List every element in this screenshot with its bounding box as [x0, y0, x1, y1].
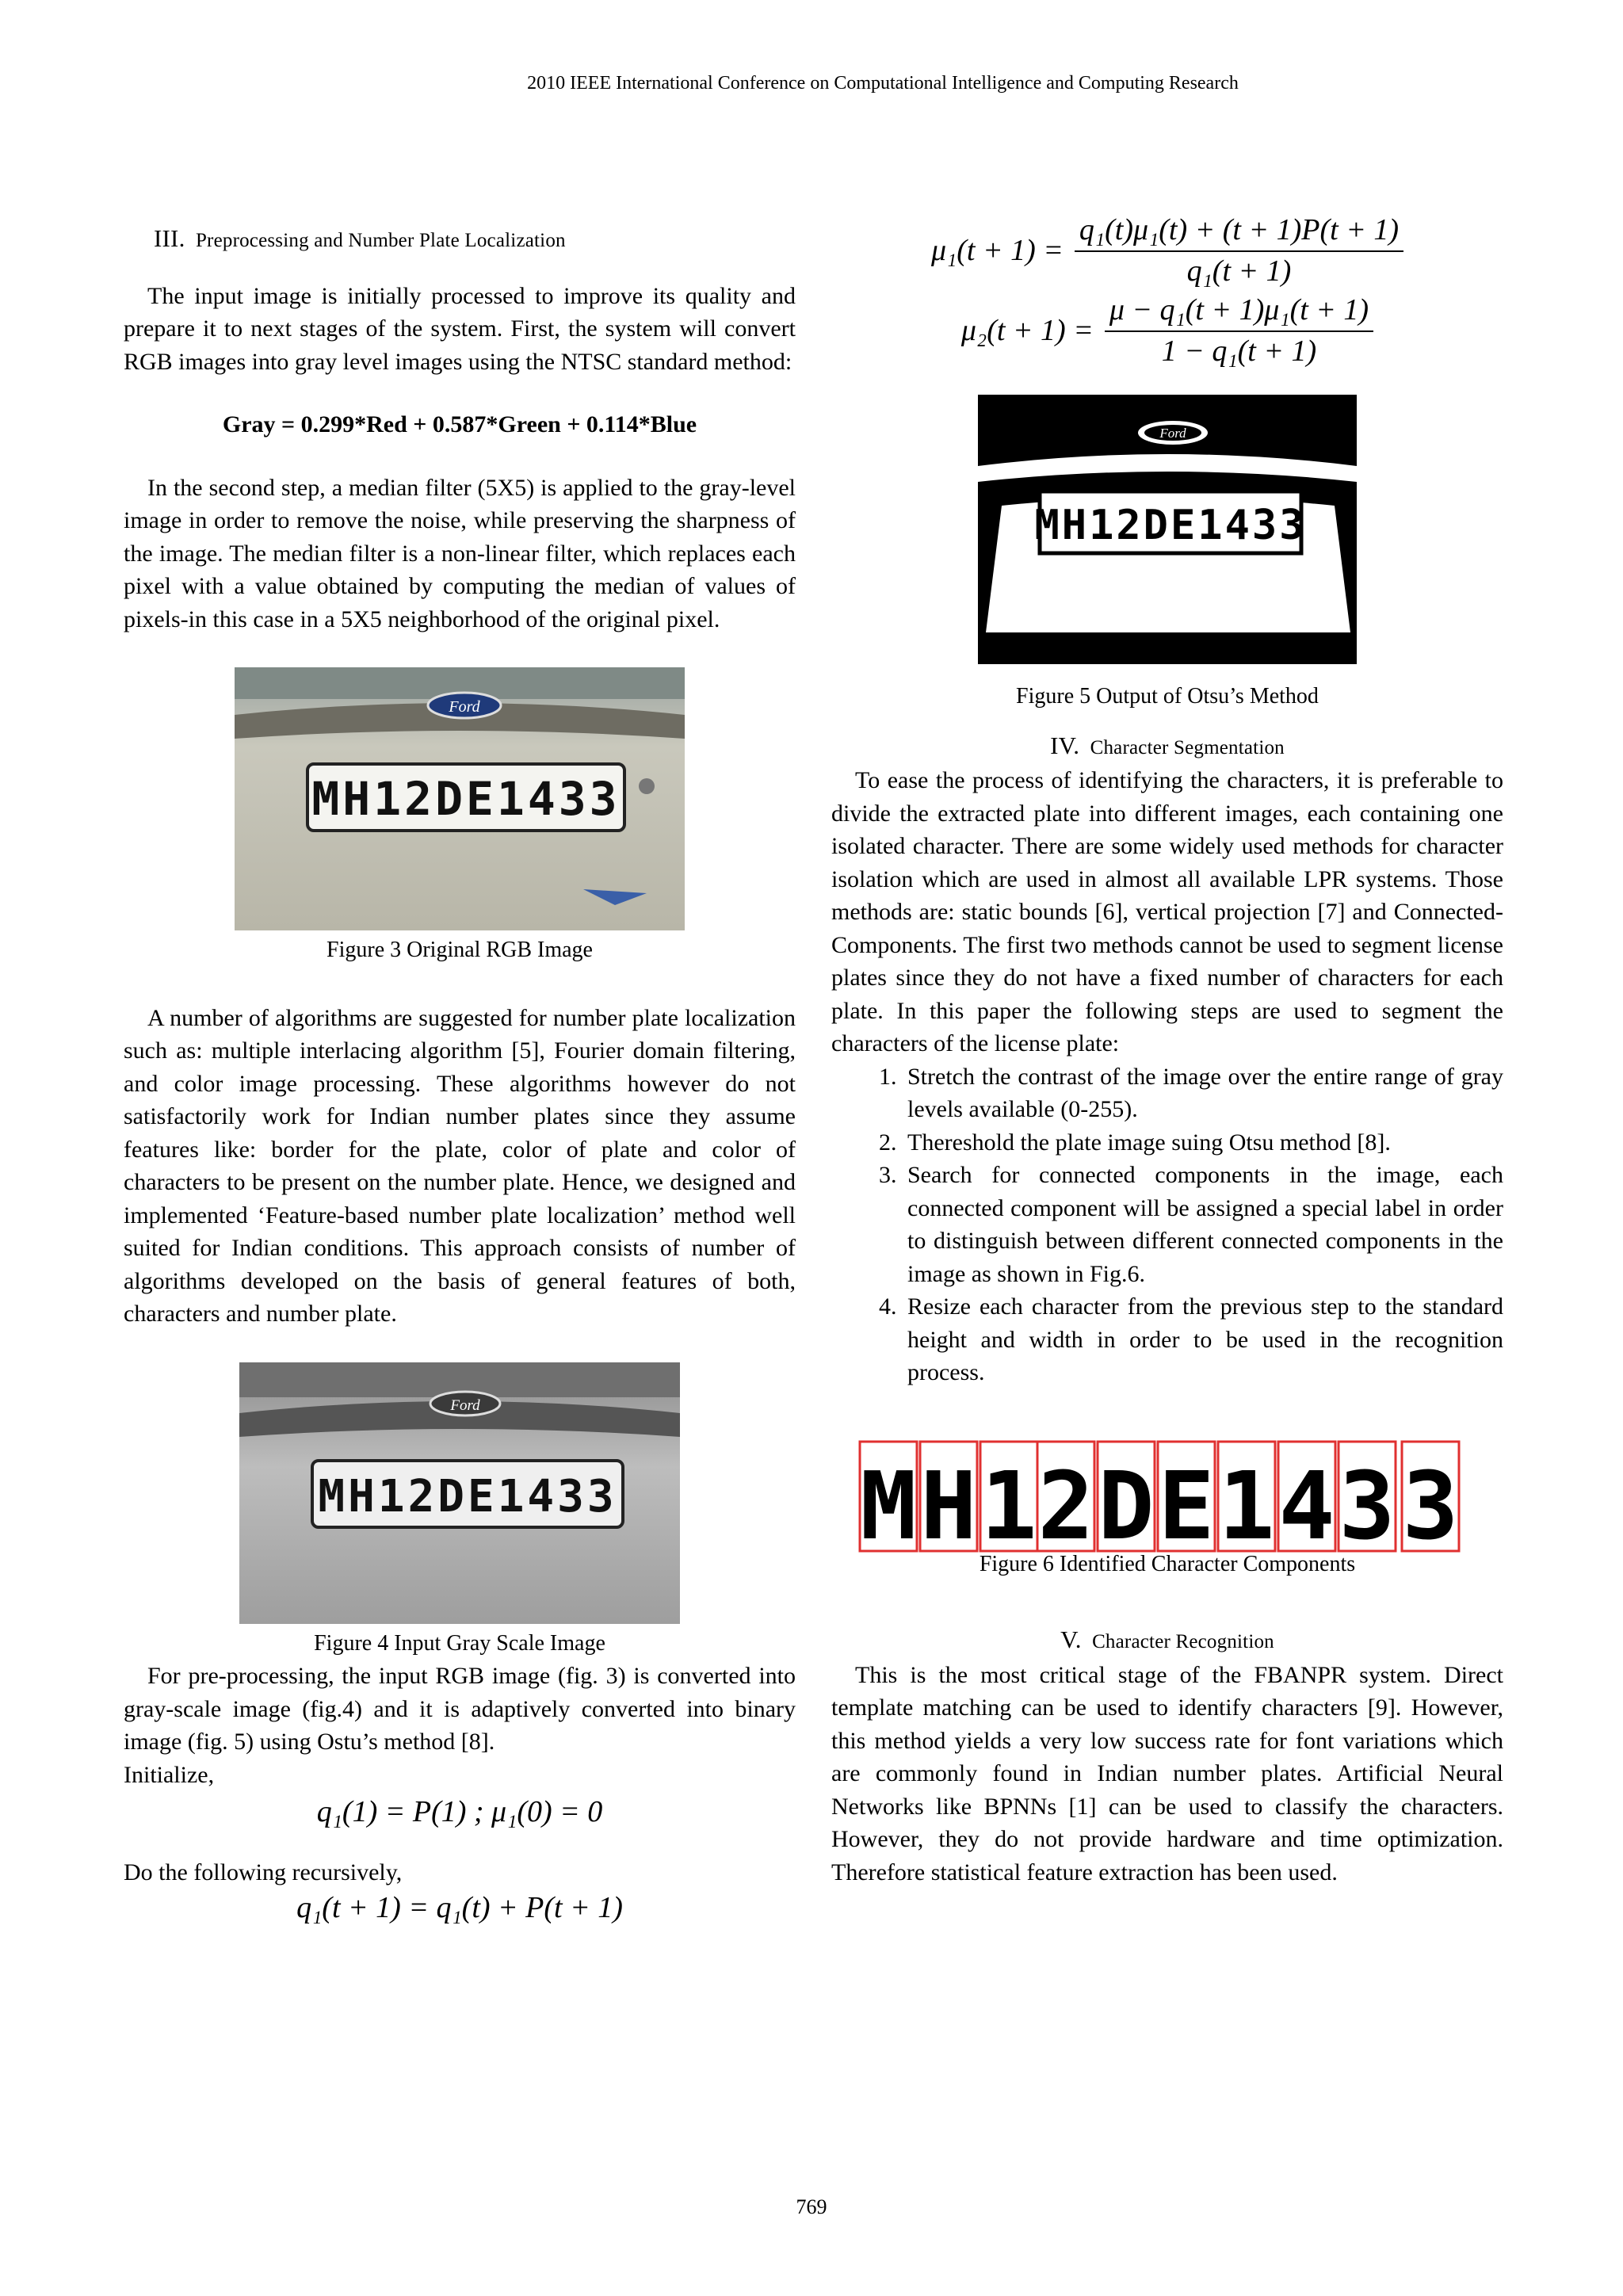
page-number: 769 — [796, 2195, 827, 2218]
section-heading-3: III. Preprocessing and Number Plate Localization — [154, 224, 566, 252]
ford-logo-text-gray: Ford — [450, 1396, 480, 1414]
gray-scale-car-image — [239, 1362, 680, 1624]
figure-5-caption: Figure 5 Output of Otsu’s Method — [1016, 684, 1319, 709]
figure-3-caption: Figure 3 Original RGB Image — [327, 938, 593, 962]
section-heading-5: V. Character Recognition — [1060, 1626, 1274, 1653]
paragraph-segmentation: To ease the process of identifying the characters, it is preferable to divide the extracted plate into different images, each containing one isolated character. There are some widely used methods for character isolation which are used in almost all available LPR systems. Those methods are: static bounds [6], vertical projection [7] and Connected-Components. The first two methods cannot be used to segment license plates since they do not have a fixed number of characters for each plate. In this paper the following steps are used to segment the characters of the license plate: — [831, 767, 1503, 1056]
character-glyph: D — [1098, 1450, 1155, 1554]
figure-6 — [831, 1427, 1503, 1581]
step-item: 4. Resize each character from the previous step to the standard height and width in order to be used in the recognition process. — [903, 1290, 1503, 1389]
character-glyph: E — [1158, 1450, 1215, 1554]
section-title-4: Character Segmentation — [1090, 736, 1285, 758]
paragraph-median-filter: In the second step, a median filter (5X5) is applied to the gray-level image in order to remove the noise, while preserving the sharpness of the image. The median filter is a non-linear filter, which replaces each pixel with a value obtained by computing the median of values of pixels-in this case in a 5X5 neighborhood of the original pixel. — [124, 474, 796, 632]
equation-initial: q₁(1) = P(1) ; μ₁(0) = 0 — [316, 1795, 603, 1828]
character-glyph: M — [860, 1450, 917, 1554]
figure-3 — [124, 667, 796, 967]
left-column — [124, 222, 796, 1925]
paragraph-recognition: This is the most critical stage of the FBANPR system. Direct template matching can be used to identify characters [9]. However, this method yields a very low success rate for font variations which are commonly found in Indian number plates. Artificial Neural Networks like BPNNs [1] can be used to classify the characters. However, they do not provide hardware and time optimization. Therefore statistical feature extraction has been used. — [831, 1661, 1503, 1885]
character-glyph: 4 — [1278, 1450, 1335, 1554]
character-glyph: 1 — [980, 1450, 1037, 1554]
otsu-binary-image — [978, 395, 1357, 664]
ford-logo-text: Ford — [449, 698, 480, 716]
section-title-3: Preprocessing and Number Plate Localization — [195, 230, 566, 251]
section-heading-4: IV. Character Segmentation — [1050, 731, 1285, 759]
character-glyph: 3 — [1402, 1450, 1459, 1554]
character-glyph: 2 — [1037, 1450, 1094, 1554]
right-column — [831, 213, 1503, 1889]
character-glyph: 3 — [1338, 1450, 1396, 1554]
paragraph-preprocessing: For pre-processing, the input RGB image (fig. 3) is converted into gray-scale image (fig.4) and it is adaptively converted into binary image (fig. 5) using Ostu’s method [8]. — [124, 1663, 796, 1755]
character-glyph: 1 — [1218, 1450, 1275, 1554]
segmented-characters-image — [858, 1427, 1476, 1554]
running-header: 2010 IEEE International Conference on Computational Intelligence and Computing Research — [527, 73, 1239, 94]
recursive-label: Do the following recursively, — [124, 1859, 403, 1885]
equation-mu1: μ₁(t + 1) = $\frac{\text{q₁(t)μ₁(t) + (t + 1)P(t + 1)}}{\text{q₁(t + 1)}}$ — [831, 214, 1503, 288]
step-item: 3. Search for connected components in the image, each connected component will be assigned a special label in order to distinguish between different connected components in the image as shown in Fig.6. — [903, 1159, 1503, 1290]
initialize-label: Initialize, — [124, 1761, 215, 1788]
figure-4-caption: Figure 4 Input Gray Scale Image — [314, 1630, 605, 1656]
step-item: 1. Stretch the contrast of the image over the entire range of gray levels available (0-255). — [903, 1060, 1503, 1126]
equation-q-recursive: q₁(t + 1) = q₁(t) + P(t + 1) — [296, 1891, 623, 1924]
character-components — [860, 1442, 1459, 1554]
character-glyph: H — [920, 1450, 977, 1554]
figure-4 — [124, 1362, 796, 1660]
plate-text-binary: MH12DE1433 — [1034, 502, 1307, 549]
original-rgb-car-image — [235, 667, 685, 930]
plate-text-rgb: MH12DE1433 — [311, 772, 621, 826]
ford-logo-text-binary: Ford — [1159, 426, 1186, 441]
plate-text-gray: MH12DE1433 — [318, 1470, 617, 1522]
paragraph-algorithms: A number of algorithms are suggested for number plate localization such as: multiple interlacing algorithm [5], Fourier domain filtering, and color image processing. These algorithms however do not satisfactorily work for Indian number plates since they assume features like: border for the plate, color of plate and color of characters to be present on the number plate. Hence, we designed and implemented ‘Feature-based number plate localization’ method well suited for Indian conditions. This approach consists of number of algorithms developed on the basis of general features of both, characters and number plate. — [124, 1004, 796, 1327]
figure-6-caption: Figure 6 Identified Character Components — [979, 1551, 1356, 1576]
gray-formula: Gray = 0.299*Red + 0.587*Green + 0.114*Blue — [222, 411, 697, 437]
step-item: 2. Thereshold the plate image suing Otsu method [8]. — [903, 1126, 1503, 1159]
equation-mu2: μ₂(t + 1) = $\frac{\text{μ − q₁(t + 1)μ₁(t + 1)}}{\text{1 − q₁(t + 1)}}$ — [831, 294, 1503, 368]
section-title-5: Character Recognition — [1092, 1631, 1274, 1652]
segmentation-steps — [831, 1060, 1503, 1389]
paragraph-intro: The input image is initially processed to improve its quality and prepare it to next stages of the system. First, the system will convert RGB images into gray level images using the NTSC standard method: — [124, 282, 796, 375]
figure-5 — [831, 395, 1503, 713]
